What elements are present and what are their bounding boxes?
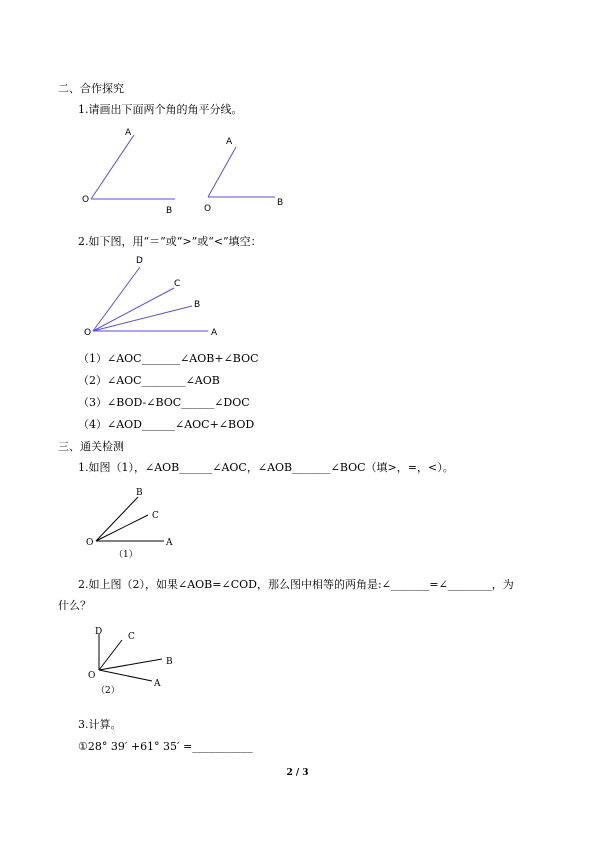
calculation-item-1: ①28° 39′ +61° 35′ =___________ (78, 740, 253, 753)
fig1-label-b: B (136, 488, 143, 498)
figure-2 (86, 622, 186, 700)
fig2-ray-oa (99, 670, 152, 681)
fig1-label-a: A (166, 538, 173, 548)
label-o: O (84, 328, 92, 338)
ray-oc (93, 288, 174, 331)
fig2-label-o: O (88, 671, 96, 681)
fig2-caption: （2） (96, 686, 120, 696)
fill-item-2: （2）∠AOC________∠AOB (78, 374, 220, 387)
fill-item-3: （3）∠BOD-∠BOC______∠DOC (78, 396, 250, 409)
label-b: B (194, 300, 201, 310)
angle1-label-o: O (82, 195, 90, 205)
fig2-ray-ob (99, 659, 162, 670)
label-c: C (174, 279, 181, 289)
angle-figure-q2 (78, 250, 238, 342)
fig2-label-b: B (166, 657, 173, 667)
angle1-label-b: B (166, 206, 173, 216)
angle1-label-a: A (125, 128, 132, 138)
section2-heading: 二、合作探究 (58, 82, 124, 95)
section3-heading: 三、通关检测 (58, 440, 124, 453)
angle2-label-o: O (204, 204, 212, 214)
figure-1 (84, 482, 184, 560)
label-a: A (211, 328, 218, 338)
angle2-label-a: A (226, 137, 233, 147)
question-3-2-line1: 2.如上图（2），如果∠AOB=∠COD，那么图中相等的两角是:∠_______=∠________，为 (78, 578, 514, 591)
question-3-3: 3.计算。 (78, 718, 122, 731)
label-d: D (136, 256, 143, 266)
fig2-ray-oc (99, 640, 122, 670)
fig2-label-a: A (154, 679, 161, 689)
angle1-ray-oa (91, 135, 134, 199)
question-2-2: 2.如下图，用“＝”或“>”或“<”填空： (78, 235, 262, 248)
angle-figures-q1 (78, 125, 308, 220)
fig1-ray-ob (96, 497, 138, 541)
fig1-caption: （1） (114, 550, 138, 560)
fig1-label-c: C (152, 511, 159, 521)
fig1-label-o: O (86, 538, 94, 548)
fig2-label-d: D (95, 627, 103, 637)
fill-item-1: （1）∠AOC_______∠AOB+∠BOC (78, 352, 259, 365)
question-3-1: 1.如图（1），∠AOB______∠AOC，∠AOB_______∠BOC（填>，=，<）。 (78, 461, 454, 474)
fig1-ray-oc (96, 515, 148, 541)
angle2-label-b: B (277, 198, 284, 208)
question-2-1: 1.请画出下面两个角的角平分线。 (78, 103, 243, 116)
fig2-label-c: C (128, 632, 135, 642)
page-number: 2 / 3 (286, 768, 309, 778)
question-3-2-line2: 什么？ (58, 599, 91, 612)
ray-ob (93, 306, 192, 331)
fill-item-4: （4）∠AOD______∠AOC+∠BOD (78, 418, 255, 431)
angle2-ray-oa (208, 147, 236, 197)
